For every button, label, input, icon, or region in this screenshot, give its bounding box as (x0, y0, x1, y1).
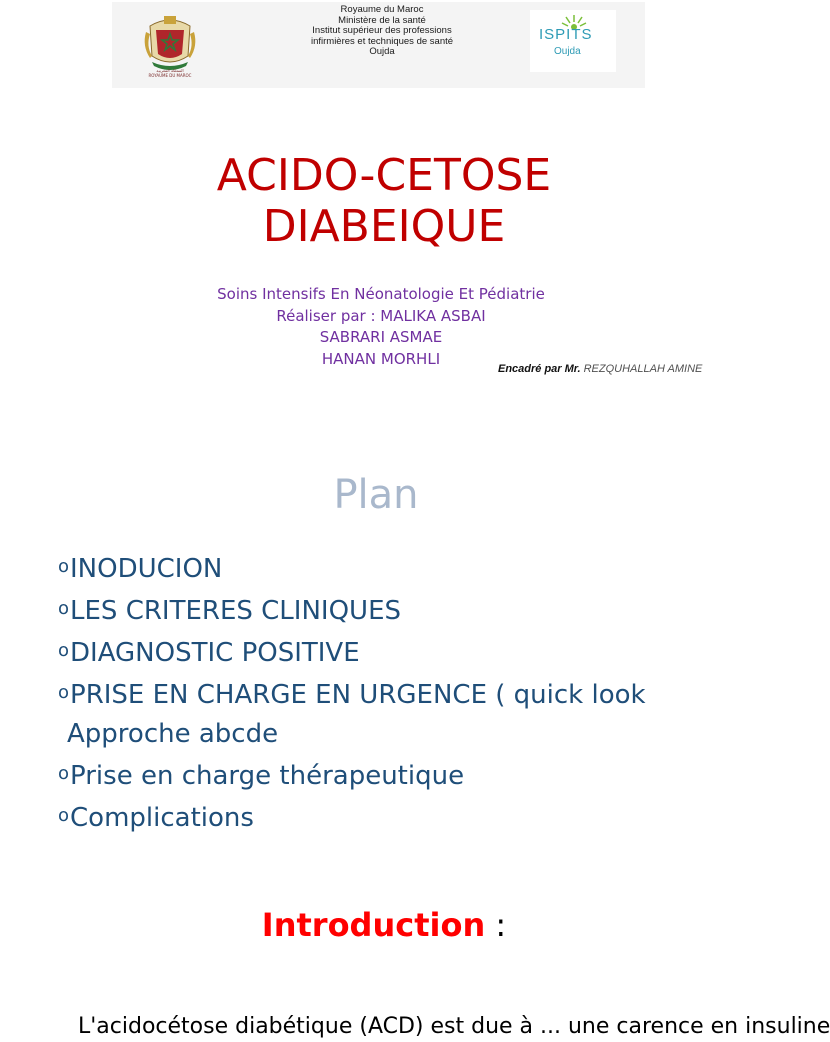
plan-item (58, 547, 758, 589)
introduction-first-line: L'acidocétose diabétique (ACD) est due à ... une carence en insuline (78, 1014, 830, 1039)
bullet-icon: o (58, 805, 70, 826)
ministry-line: Oujda (369, 46, 395, 57)
ministry-line: Royaume du Maroc (340, 4, 424, 15)
ispits-logo-text: ISPITS (539, 26, 593, 43)
crest-caption-arabic: المملكة المغربية (156, 68, 184, 73)
plan-item (58, 796, 758, 838)
crest-caption (136, 68, 204, 78)
ministry-header-text (252, 5, 512, 58)
plan-item-label: INODUCION (70, 554, 223, 584)
supervisor-name: REZQUHALLAH AMINE (583, 363, 703, 375)
title-line: DIABEIQUE (262, 201, 506, 252)
ministry-line: Ministère de la santé (338, 14, 426, 26)
supervisor-credit (498, 363, 702, 375)
plan-item (58, 673, 758, 715)
plan-item (58, 589, 758, 631)
plan-item-label: DIAGNOSTIC POSITIVE (70, 638, 360, 668)
subtitle-line: Réaliser par : MALIKA ASBAI (276, 306, 486, 325)
subtitle-line: HANAN MORHLI (321, 349, 441, 368)
plan-list (58, 547, 758, 838)
plan-item-label: Prise en charge thérapeutique (70, 761, 465, 791)
plan-item-label: LES CRITERES CLINIQUES (70, 596, 402, 626)
plan-item-label: Complications (70, 803, 254, 833)
header-banner (112, 2, 645, 88)
title-line: ACIDO-CETOSE (216, 150, 552, 201)
ispits-logo-city: Oujda (554, 46, 581, 57)
ispits-logo (530, 10, 616, 72)
bullet-icon: o (58, 598, 70, 619)
subtitle-line: Soins Intensifs En Néonatologie Et Pédiatrie (217, 285, 545, 303)
bullet-icon: o (58, 682, 70, 703)
crest-caption-latin: ROYAUME DU MAROC (148, 73, 192, 78)
introduction-heading (0, 906, 768, 944)
plan-item (58, 754, 758, 796)
plan-item-label: Approche abcde (67, 719, 279, 749)
introduction-colon: : (485, 906, 507, 944)
slide-subtitle (0, 284, 762, 370)
bullet-icon: o (58, 556, 70, 577)
bullet-icon: o (58, 640, 70, 661)
subtitle-line: SABRARI ASMAE (319, 328, 443, 346)
plan-item-label: PRISE EN CHARGE EN URGENCE ( quick look (70, 680, 646, 710)
ministry-line: infirmières et techniques de santé (310, 35, 454, 47)
bullet-icon: o (58, 763, 70, 784)
plan-item (58, 631, 758, 673)
plan-heading: Plan (333, 472, 419, 518)
plan-item-continuation (58, 715, 758, 754)
ministry-line: Institut supérieur des professions (312, 25, 452, 36)
introduction-heading-word: Introduction (261, 906, 486, 944)
supervisor-label: Encadré par Mr. (498, 363, 581, 375)
slide-title (0, 150, 768, 252)
